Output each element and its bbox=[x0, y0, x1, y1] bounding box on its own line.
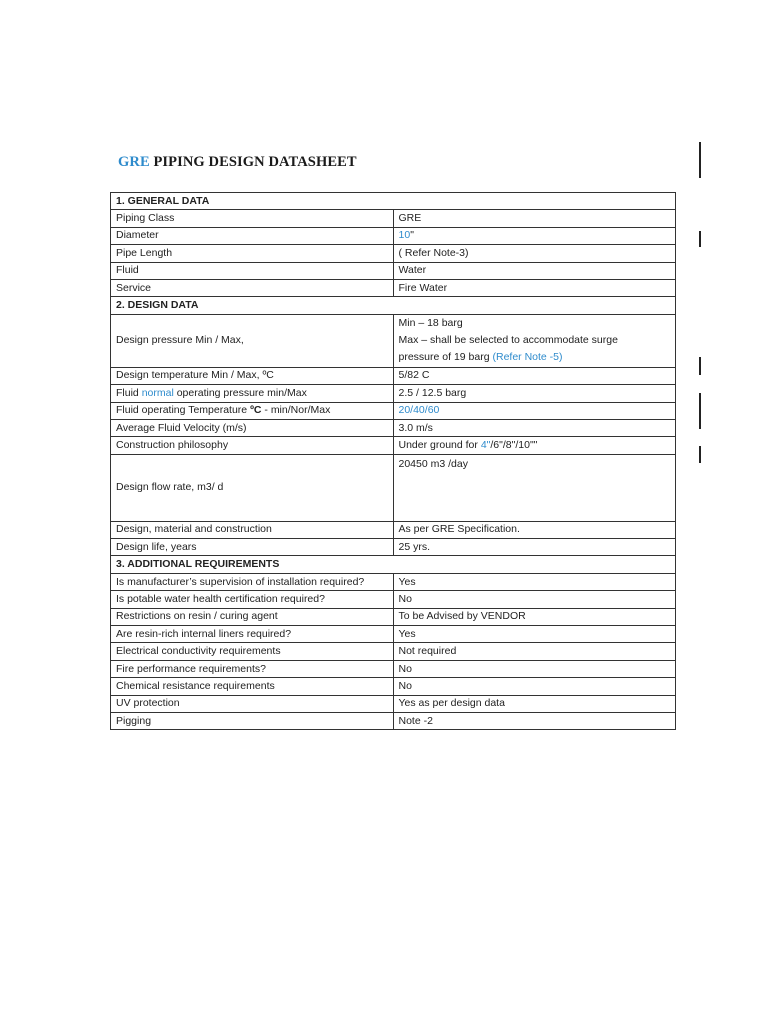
pressure-line-3 bbox=[399, 349, 671, 366]
row-label: Piping Class bbox=[111, 210, 394, 227]
row-label: Design temperature Min / Max, ºC bbox=[111, 367, 394, 384]
row-value: GRE bbox=[393, 210, 676, 227]
row-value bbox=[393, 227, 676, 244]
row-value: 20/40/60 bbox=[393, 402, 676, 419]
row-value: 25 yrs. bbox=[393, 539, 676, 556]
table-row bbox=[111, 521, 676, 538]
section-row bbox=[111, 297, 676, 314]
row-label: Is manufacturer’s supervision of installation required? bbox=[111, 573, 394, 590]
title-rest: PIPING DESIGN DATASHEET bbox=[149, 154, 357, 170]
row-value: 5/82 C bbox=[393, 367, 676, 384]
row-value: Note -2 bbox=[393, 712, 676, 729]
row-label: Is potable water health certification required? bbox=[111, 591, 394, 608]
table-row bbox=[111, 608, 676, 625]
table-row bbox=[111, 643, 676, 660]
change-bar bbox=[699, 231, 701, 247]
row-label: Chemical resistance requirements bbox=[111, 678, 394, 695]
table-row bbox=[111, 262, 676, 279]
table-row bbox=[111, 591, 676, 608]
refer-note-5: (Refer Note -5) bbox=[492, 351, 563, 364]
row-label: UV protection bbox=[111, 695, 394, 712]
row-label: Design, material and construction bbox=[111, 521, 394, 538]
row-value: Water bbox=[393, 262, 676, 279]
pressure-line-2: Max – shall be selected to accommodate surge bbox=[398, 334, 618, 347]
table-row bbox=[111, 695, 676, 712]
row-label: Are resin-rich internal liners required? bbox=[111, 626, 394, 643]
section-row bbox=[111, 556, 676, 573]
table-row bbox=[111, 573, 676, 590]
table-row bbox=[111, 385, 676, 402]
row-label bbox=[111, 402, 394, 419]
table-row bbox=[111, 367, 676, 384]
table-row bbox=[111, 314, 676, 367]
table-row bbox=[111, 227, 676, 244]
row-label: Design flow rate, m3/ d bbox=[111, 454, 394, 521]
row-value bbox=[393, 314, 676, 367]
row-label: Fire performance requirements? bbox=[111, 660, 394, 677]
table-row bbox=[111, 539, 676, 556]
datasheet-table bbox=[110, 192, 676, 730]
row-label: Service bbox=[111, 279, 394, 296]
row-label: Fluid bbox=[111, 262, 394, 279]
label-part: Fluid bbox=[116, 386, 142, 399]
row-value: Yes bbox=[393, 626, 676, 643]
row-value: No bbox=[393, 660, 676, 677]
table-row bbox=[111, 245, 676, 262]
section-design: 2. DESIGN DATA bbox=[111, 297, 676, 314]
change-bar bbox=[699, 142, 701, 178]
row-label: Construction philosophy bbox=[111, 437, 394, 454]
label-part: operating pressure min/Max bbox=[173, 386, 307, 399]
row-label: Pigging bbox=[111, 712, 394, 729]
row-value: 2.5 / 12.5 barg bbox=[393, 385, 676, 402]
table-row bbox=[111, 210, 676, 227]
table-row bbox=[111, 678, 676, 695]
row-value: 3.0 m/s bbox=[393, 419, 676, 436]
row-value: To be Advised by VENDOR bbox=[393, 608, 676, 625]
row-value: 20450 m3 /day bbox=[393, 454, 676, 521]
row-label: Average Fluid Velocity (m/s) bbox=[111, 419, 394, 436]
change-bar bbox=[699, 446, 701, 463]
table-row bbox=[111, 437, 676, 454]
row-label: Design life, years bbox=[111, 539, 394, 556]
row-label: Diameter bbox=[111, 227, 394, 244]
value-part: /6"/8"/10"" bbox=[490, 438, 538, 451]
row-label: Design pressure Min / Max, bbox=[111, 314, 394, 367]
row-value: Not required bbox=[393, 643, 676, 660]
table-row bbox=[111, 402, 676, 419]
row-value: ( Refer Note-3) bbox=[393, 245, 676, 262]
row-value: No bbox=[393, 591, 676, 608]
table-row bbox=[111, 712, 676, 729]
table-row bbox=[111, 419, 676, 436]
section-row bbox=[111, 193, 676, 210]
table-row bbox=[111, 660, 676, 677]
title-accent: GRE bbox=[118, 154, 150, 170]
section-general: 1. GENERAL DATA bbox=[111, 193, 676, 210]
diameter-value: 10 bbox=[398, 229, 411, 242]
label-part: Fluid operating Temperature bbox=[116, 404, 251, 417]
row-value: Yes bbox=[393, 573, 676, 590]
row-label: Pipe Length bbox=[111, 245, 394, 262]
label-unit: ºC bbox=[250, 404, 262, 417]
row-value: No bbox=[393, 678, 676, 695]
row-label: Restrictions on resin / curing agent bbox=[111, 608, 394, 625]
value-highlight: 4" bbox=[480, 438, 491, 451]
table-row bbox=[111, 626, 676, 643]
section-additional: 3. ADDITIONAL REQUIREMENTS bbox=[111, 556, 676, 573]
row-value bbox=[393, 437, 676, 454]
table-row bbox=[111, 454, 676, 521]
page-title bbox=[118, 154, 357, 171]
row-label bbox=[111, 385, 394, 402]
label-part: - min/Nor/Max bbox=[261, 404, 331, 417]
label-highlight: normal bbox=[141, 386, 174, 399]
row-value: Yes as per design data bbox=[393, 695, 676, 712]
pressure-line-3-text: pressure of 19 barg bbox=[398, 351, 493, 364]
row-value: Fire Water bbox=[393, 279, 676, 296]
row-label: Electrical conductivity requirements bbox=[111, 643, 394, 660]
value-part: Under ground for bbox=[398, 438, 481, 451]
pressure-line-1: Min – 18 barg bbox=[398, 316, 463, 329]
row-value: As per GRE Specification. bbox=[393, 521, 676, 538]
change-bar bbox=[699, 393, 701, 429]
change-bar bbox=[699, 357, 701, 375]
diameter-unit: " bbox=[410, 229, 414, 242]
table-row bbox=[111, 279, 676, 296]
